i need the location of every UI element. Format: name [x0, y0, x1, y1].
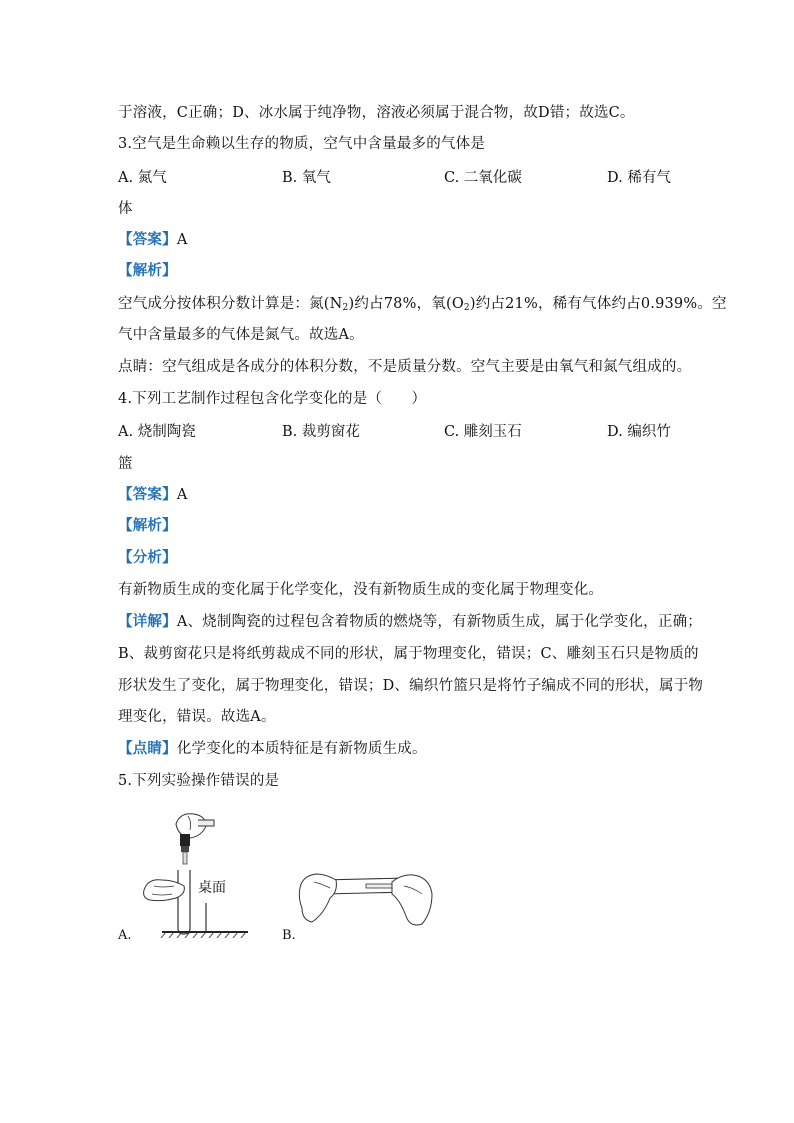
detail-tag: 【详解】 — [118, 613, 177, 630]
dianjing-text: 化学变化的本质特征是有新物质生成。 — [176, 741, 427, 757]
question-4-dianjing — [118, 740, 427, 758]
answer-value: A — [176, 232, 188, 248]
question-4-detail-line-1 — [118, 613, 702, 631]
previous-explanation-continuation: 于溶液，C正确；D、冰水属于纯净物，溶液必须属于混合物，故D错；故选C。 — [118, 105, 635, 121]
explanation-text: )约占21%，稀有气体约占0.939%。空 — [469, 296, 727, 312]
question-3-option-d: D. 稀有气 — [607, 170, 671, 186]
question-4-answer — [118, 486, 187, 504]
explanation-text: )约占78%，氧(O — [348, 296, 464, 312]
question-3-option-b: B. 氧气 — [282, 170, 331, 186]
question-4-fenxi-text: 有新物质生成的变化属于化学变化，没有新物质生成的变化属于物理变化。 — [118, 582, 604, 598]
analysis-tag: 【解析】 — [118, 517, 177, 534]
question-4-option-c: C. 雕刻玉石 — [444, 424, 522, 440]
question-4-option-d-wrap: 篮 — [118, 456, 133, 472]
analysis-tag: 【解析】 — [118, 262, 177, 279]
figure-b-label: B. — [282, 928, 296, 943]
question-4-option-b: B. 裁剪窗花 — [282, 424, 360, 440]
detail-text: A、烧制陶瓷的过程包含着物质的燃烧等，有新物质生成，属于化学变化，正确； — [176, 614, 702, 630]
figure-a-label: A. — [118, 928, 132, 943]
question-3-option-c: C. 二氧化碳 — [444, 170, 522, 186]
question-4-stem: 4.下列工艺制作过程包含化学变化的是（ ） — [118, 391, 427, 407]
question-3-note: 点睛：空气组成是各成分的体积分数，不是质量分数。空气主要是由氧气和氮气组成的。 — [118, 359, 692, 375]
question-3-explanation-line-1 — [118, 295, 727, 317]
figure-a-table-label: 桌面 — [198, 880, 226, 896]
question-3-option-a: A. 氮气 — [118, 170, 167, 186]
question-4-analysis-tag — [118, 517, 177, 535]
question-5-stem: 5.下列实验操作错误的是 — [118, 773, 280, 789]
question-4-detail-line-3: 形状发生了变化，属于物理变化，错误；D、编织竹篮只是将竹子编成不同的形状，属于物 — [118, 678, 704, 694]
question-4-detail-line-4: 理变化，错误。故选A。 — [118, 709, 276, 725]
question-4-option-a: A. 烧制陶瓷 — [118, 424, 196, 440]
question-3-answer — [118, 231, 187, 249]
dianjing-tag: 【点睛】 — [118, 740, 177, 757]
answer-tag: 【答案】 — [118, 486, 177, 503]
question-4-option-d: D. 编织竹 — [607, 424, 671, 440]
question-3-option-d-wrap: 体 — [118, 201, 133, 217]
question-4-fenxi-tag — [118, 549, 177, 567]
question-3-explanation-line-2: 气中含量最多的气体是氮气。故选A。 — [118, 327, 364, 343]
question-3-stem: 3.空气是生命赖以生存的物质，空气中含量最多的气体是 — [118, 136, 486, 152]
fenxi-tag: 【分析】 — [118, 549, 177, 566]
question-3-analysis-tag — [118, 262, 177, 280]
subscript: 2 — [342, 303, 349, 313]
answer-value: A — [176, 487, 188, 503]
figure-a-dropper-illustration — [140, 808, 260, 938]
figure-b-test-tube-illustration — [296, 858, 436, 936]
subscript: 2 — [463, 303, 470, 313]
answer-tag: 【答案】 — [118, 231, 177, 248]
explanation-text: 空气成分按体积分数计算是：氮(N — [118, 296, 343, 312]
question-4-detail-line-2: B、裁剪窗花只是将纸剪裁成不同的形状，属于物理变化，错误；C、雕刻玉石只是物质的 — [118, 646, 699, 662]
